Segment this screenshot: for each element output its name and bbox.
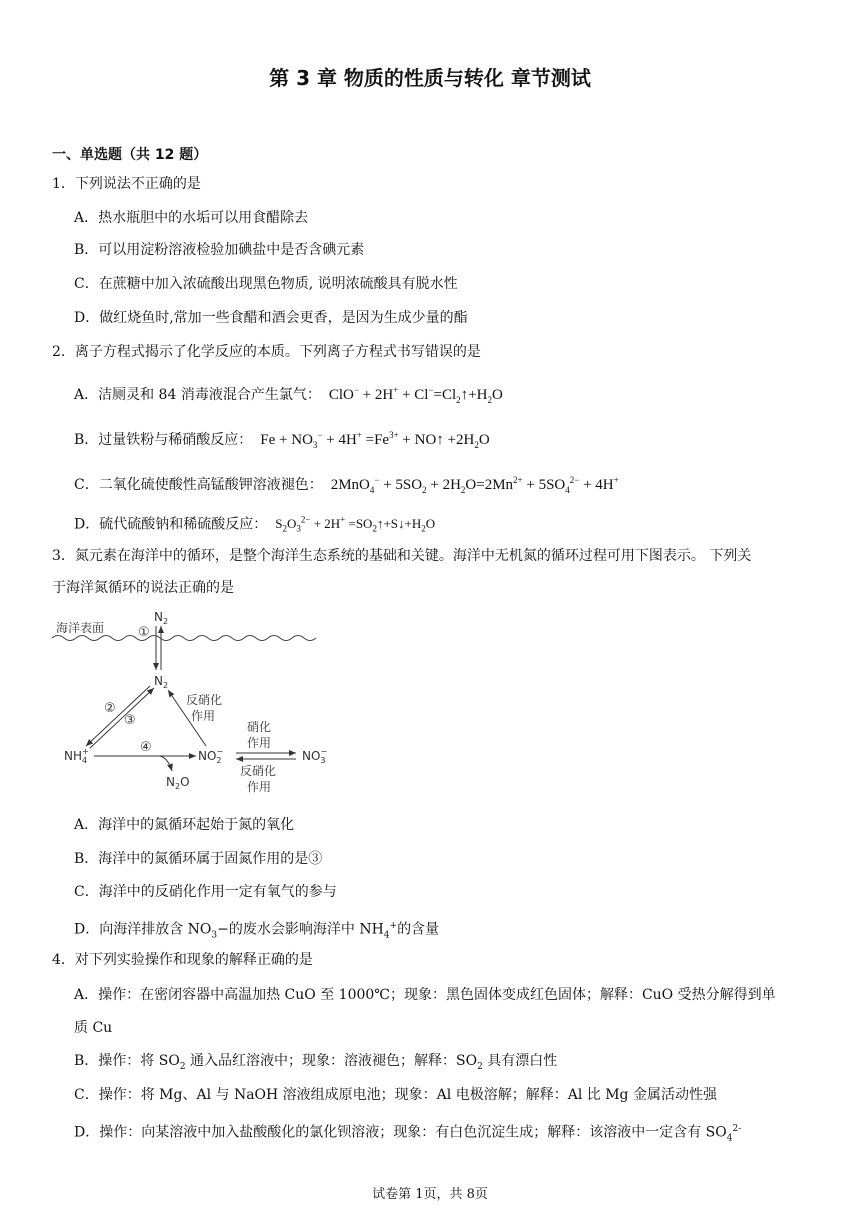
section-heading: 一、单选题（共 12 题）: [52, 147, 208, 163]
step-2-label: ②: [104, 701, 116, 716]
q2-option-c: [74, 470, 619, 500]
no2-label: $NO_2-$: [198, 747, 224, 765]
sea-surface-label: 海洋表面: [56, 621, 105, 635]
q2-option-b: [74, 425, 490, 455]
q2-option-c-text: C．二氧化硫使酸性高锰酸钾溶液褪色：: [74, 477, 323, 493]
q4-stem: 4．对下列实验操作和现象的解释正确的是: [52, 952, 313, 968]
q1-stem: 1．下列说法不正确的是: [52, 176, 201, 192]
q3-option-d: D．向海洋排放含 $NO_3-$的废水会影响海洋中 $NH_4^+$的含量: [74, 921, 440, 941]
arrow-n2-to-nh4: [86, 686, 150, 746]
q2-stem: 2．离子方程式揭示了化学反应的本质。下列离子方程式书写错误的是: [52, 344, 481, 360]
q4-option-a-line2: 质 Cu: [74, 1020, 113, 1036]
denitrification-label-2: 作用: [191, 709, 216, 723]
no3-label: $NO_3-$: [302, 747, 328, 765]
q2-option-b-text: B．过量铁粉与稀硝酸反应：: [74, 432, 253, 448]
q3-option-c: C．海洋中的反硝化作用一定有氧气的参与: [74, 884, 337, 900]
arrow-nh4-to-n2: [90, 688, 154, 748]
denitrification-label-1: 反硝化: [186, 693, 223, 707]
q2-option-a-equation: $ClO^- + 2H^+ + Cl^-=Cl_2↑+H_2O$: [328, 385, 503, 405]
nitrification-label-1: 硝化: [247, 720, 272, 734]
q4-option-c: C．操作：将 Mg、Al 与 NaOH 溶液组成原电池；现象：Al 电极溶解；解释：Al 比 Mg 金属活动性强: [74, 1087, 717, 1103]
arrow-to-n2o: [160, 756, 172, 771]
n2-middle-label: $N_2$: [154, 674, 169, 690]
step-4-label: ④: [140, 740, 152, 755]
q4-option-d: D．操作：向某溶液中加入盐酸酸化的氯化钡溶液；现象：有白色沉淀生成；解释：该溶液中一定含有 $SO_4^{2-}$: [74, 1124, 742, 1144]
nitrogen-cycle-diagram: [50, 608, 340, 800]
q2-option-d-equation: $S_2O_3^{2-} + 2H^+$ $=SO_2↑+S↓+H_2O$: [275, 515, 436, 534]
q2-option-d-text: D．硫代硫酸钠和稀硫酸反应：: [74, 516, 268, 533]
nh4-label: $NH_4+$: [64, 747, 89, 765]
q3-option-a: A．海洋中的氮循环起始于氮的氧化: [74, 817, 295, 833]
step-1-label: ①: [138, 625, 150, 640]
page-footer: 试卷第 1页，共 8页: [372, 1187, 488, 1202]
q4-option-a-line1: A．操作：在密闭容器中高温加热 CuO 至 1000℃；现象：黑色固体变成红色固体；解释：CuO 受热分解得到单: [74, 987, 776, 1003]
q3-stem-line2: 于海洋氮循环的说法正确的是: [52, 580, 234, 596]
q2-option-a-text: A．洁厕灵和 84 消毒液混合产生氯气：: [74, 387, 321, 403]
q2-option-a: [74, 380, 503, 410]
q1-option-d: D．做红烧鱼时,常加一些食醋和酒会更香，是因为生成少量的酯: [74, 310, 468, 326]
nitrification-label-2: 作用: [247, 736, 272, 750]
q4-option-b: B．操作：将 $SO_2$ 通入品红溶液中；现象：溶液褪色；解释：$SO_2$ 具有漂白性: [74, 1053, 558, 1072]
q3-option-b: B．海洋中的氮循环属于固氮作用的是③: [74, 851, 323, 867]
sea-surface-wave: [52, 636, 316, 641]
denitrification-label-3: 反硝化: [240, 764, 277, 778]
n2o-label: $N_2O$: [166, 775, 190, 791]
q2-option-b-equation: $Fe + NO_3^- + 4H^+ =Fe^{3+}$ + NO↑ $+2H_2O$: [260, 430, 490, 450]
q2-option-d: [74, 510, 435, 539]
q3-stem-line1: 3．氮元素在海洋中的循环，是整个海洋生态系统的基础和关键。海洋中无机氮的循环过程可用下图表示。 下列关: [52, 548, 752, 564]
q1-option-b: B．可以用淀粉溶液检验加碘盐中是否含碘元素: [74, 242, 365, 258]
q1-option-c: C．在蔗糖中加入浓硫酸出现黑色物质, 说明浓硫酸具有脱水性: [74, 276, 458, 292]
q1-option-a: A．热水瓶胆中的水垢可以用食醋除去: [74, 210, 309, 226]
step-3-label: ③: [124, 713, 136, 728]
denitrification-label-4: 作用: [247, 780, 272, 794]
n2-top-label: $N_2$: [154, 610, 169, 626]
page-title: 第 3 章 物质的性质与转化 章节测试: [269, 66, 591, 90]
q2-option-c-equation: $2MnO_4^- + 5SO_2 + 2H_2O=2Mn^{2+} + 5SO_4^{2-} + 4H^+$: [330, 475, 619, 495]
